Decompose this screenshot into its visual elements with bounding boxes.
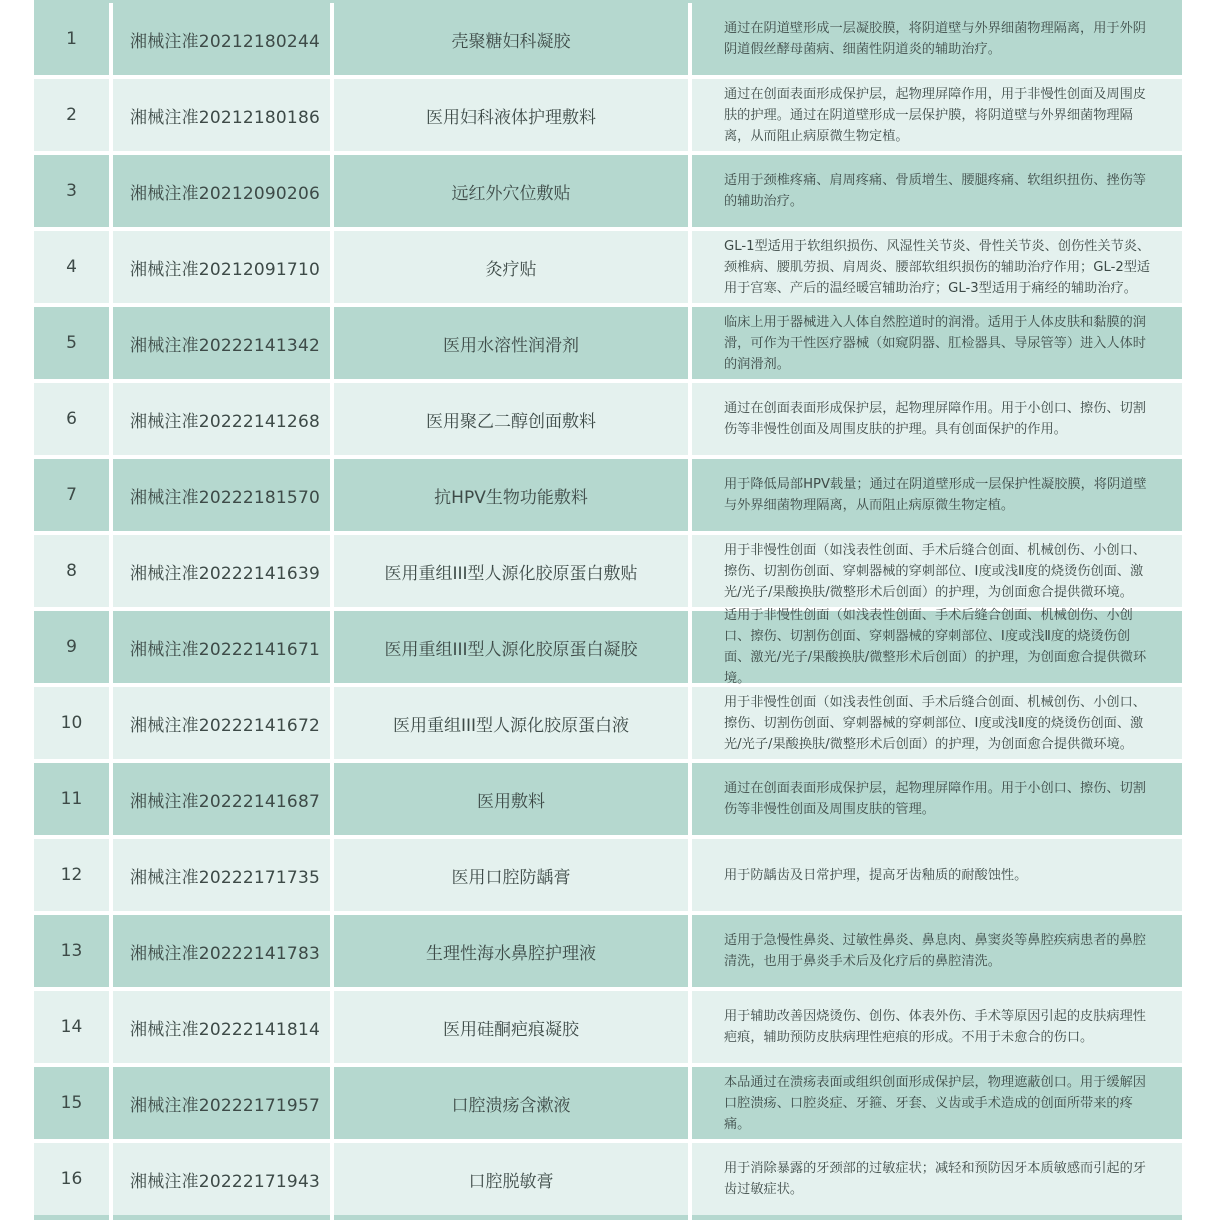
product-description bbox=[692, 231, 1182, 303]
product-name bbox=[334, 1067, 688, 1139]
registration-number bbox=[113, 915, 330, 987]
registration-number bbox=[113, 79, 330, 151]
registration-number-text: 湘械注准20222141687 bbox=[130, 791, 320, 812]
product-description-text: 通过在创面表面形成保护层，起物理屏障作用，用于非慢性创面及周围皮肤的护理。通过在阴道壁形成一层保护膜，将阴道壁与外界细菌物理隔离，从而阻止病原微生物定植。 bbox=[724, 86, 1146, 144]
product-description bbox=[692, 79, 1182, 151]
row-number-text: 8 bbox=[66, 561, 77, 581]
row-number bbox=[34, 839, 109, 911]
product-name bbox=[334, 687, 688, 759]
product-name-text: 医用妇科液体护理敷料 bbox=[426, 107, 596, 128]
row-number-text: 6 bbox=[66, 409, 77, 429]
registration-number bbox=[113, 839, 330, 911]
product-description bbox=[692, 839, 1182, 911]
product-description-text: 用于非慢性创面（如浅表性创面、手术后缝合创面、机械创伤、小创口、擦伤、切割伤创面、穿刺器械的穿刺部位、Ⅰ度或浅Ⅱ度的烧烫伤创面、激光/光子/果酸换肤/微整形术后创面）的护理，为创面愈合提供微环境。 bbox=[724, 694, 1146, 752]
table-row bbox=[34, 459, 1182, 531]
product-description bbox=[692, 687, 1182, 759]
table-row bbox=[34, 687, 1182, 759]
row-number bbox=[34, 611, 109, 683]
row-number bbox=[34, 1067, 109, 1139]
registration-number bbox=[113, 991, 330, 1063]
registration-number bbox=[113, 763, 330, 835]
product-name bbox=[334, 991, 688, 1063]
row-number-text: 3 bbox=[66, 181, 77, 201]
table-row bbox=[34, 307, 1182, 379]
product-description-text: 适用于颈椎疼痛、肩周疼痛、骨质增生、腰腿疼痛、软组织扭伤、挫伤等的辅助治疗。 bbox=[724, 173, 1146, 209]
table-row bbox=[34, 608, 1182, 686]
product-name-text: 灸疗贴 bbox=[485, 259, 537, 280]
product-description bbox=[692, 1143, 1182, 1215]
row-number bbox=[34, 1143, 109, 1215]
product-name-text: 医用重组III型人源化胶原蛋白敷贴 bbox=[384, 563, 638, 584]
product-description-text: 临床上用于器械进入人体自然腔道时的润滑。适用于人体皮肤和黏膜的润滑，可作为干性医疗器械（如窥阴器、肛检器具、导尿管等）进入人体时的润滑剂。 bbox=[724, 314, 1146, 372]
product-name-text: 医用口腔防龋膏 bbox=[451, 867, 571, 888]
row-number-text: 14 bbox=[60, 1017, 83, 1037]
row-number-text: 16 bbox=[60, 1169, 83, 1189]
table-row bbox=[34, 3, 1182, 75]
registration-number-text: 湘械注准20222141814 bbox=[130, 1019, 320, 1040]
product-description bbox=[692, 1067, 1182, 1139]
product-name-text: 医用重组III型人源化胶原蛋白凝胶 bbox=[384, 639, 638, 660]
registration-number-text: 湘械注准20222141783 bbox=[130, 943, 320, 964]
product-description-text: 通过在创面表面形成保护层，起物理屏障作用。用于小创口、擦伤、切割伤等非慢性创面及周围皮肤的管理。 bbox=[724, 781, 1146, 817]
row-number-text: 13 bbox=[60, 941, 83, 961]
product-description-text: 用于降低局部HPV载量；通过在阴道壁形成一层保护性凝胶膜，将阴道壁与外界细菌物理隔离，从而阻止病原微生物定植。 bbox=[724, 477, 1147, 513]
product-description-text: 用于辅助改善因烧烫伤、创伤、体表外伤、手术等原因引起的皮肤病理性疤痕，辅助预防皮肤病理性疤痕的形成。不用于未愈合的伤口。 bbox=[724, 1009, 1146, 1045]
row-number-text: 9 bbox=[66, 637, 77, 657]
product-description-text: 用于消除暴露的牙颈部的过敏症状；减轻和预防因牙本质敏感而引起的牙齿过敏症状。 bbox=[724, 1161, 1146, 1197]
product-description bbox=[692, 3, 1182, 75]
registration-number bbox=[113, 3, 330, 75]
row-number-text: 5 bbox=[66, 333, 77, 353]
product-name-text: 远红外穴位敷贴 bbox=[451, 183, 571, 204]
product-description-text: 用于防龋齿及日常护理，提高牙齿釉质的耐酸蚀性。 bbox=[724, 867, 1028, 883]
product-description bbox=[692, 915, 1182, 987]
registration-number-text: 湘械注准20212180186 bbox=[130, 107, 320, 128]
table-row bbox=[34, 155, 1182, 227]
product-description bbox=[692, 155, 1182, 227]
row-number bbox=[34, 79, 109, 151]
product-description-text: 本品通过在溃疡表面或组织创面形成保护层，物理遮蔽创口。用于缓解因口腔溃疡、口腔炎症、牙箍、牙套、义齿或手术造成的创面所带来的疼痛。 bbox=[724, 1074, 1146, 1132]
row-number-text: 12 bbox=[60, 865, 83, 885]
registration-number-text: 湘械注准20222141342 bbox=[130, 335, 320, 356]
registration-number bbox=[113, 155, 330, 227]
row-number bbox=[34, 915, 109, 987]
row-number bbox=[34, 763, 109, 835]
table-next-row-edge bbox=[34, 1215, 1182, 1220]
product-description-text: 适用于急慢性鼻炎、过敏性鼻炎、鼻息肉、鼻窦炎等鼻腔疾病患者的鼻腔清洗，也用于鼻炎手术后及化疗后的鼻腔清洗。 bbox=[724, 933, 1146, 969]
product-description-text: 通过在阴道壁形成一层凝胶膜，将阴道壁与外界细菌物理隔离，用于外阴阴道假丝酵母菌病、细菌性阴道炎的辅助治疗。 bbox=[724, 21, 1146, 57]
registration-number bbox=[113, 1067, 330, 1139]
product-name bbox=[334, 79, 688, 151]
registration-number bbox=[113, 535, 330, 607]
product-name bbox=[334, 383, 688, 455]
row-number bbox=[34, 383, 109, 455]
table-row bbox=[34, 1143, 1182, 1215]
product-description bbox=[692, 383, 1182, 455]
table-row bbox=[34, 383, 1182, 455]
product-name bbox=[334, 1143, 688, 1215]
table-row bbox=[34, 991, 1182, 1063]
table-row bbox=[34, 231, 1182, 303]
row-number bbox=[34, 535, 109, 607]
table-row bbox=[34, 763, 1182, 835]
product-description bbox=[692, 991, 1182, 1063]
product-name-text: 口腔溃疡含漱液 bbox=[451, 1095, 571, 1116]
registration-number bbox=[113, 307, 330, 379]
registration-number bbox=[113, 687, 330, 759]
row-number bbox=[34, 687, 109, 759]
registration-number-text: 湘械注准20222171957 bbox=[130, 1095, 320, 1116]
row-number bbox=[34, 991, 109, 1063]
product-name bbox=[334, 763, 688, 835]
registration-number bbox=[113, 459, 330, 531]
registration-number bbox=[113, 383, 330, 455]
registration-number-text: 湘械注准20212090206 bbox=[130, 183, 320, 204]
row-number-text: 2 bbox=[66, 105, 77, 125]
table-row bbox=[34, 839, 1182, 911]
registration-number-text: 湘械注准20212180244 bbox=[130, 31, 320, 52]
registration-number-text: 湘械注准20222181570 bbox=[130, 487, 320, 508]
product-name bbox=[334, 535, 688, 607]
row-number-text: 11 bbox=[60, 789, 83, 809]
product-table bbox=[34, 3, 1182, 1219]
product-name-text: 医用硅酮疤痕凝胶 bbox=[443, 1019, 579, 1040]
table-row bbox=[34, 535, 1182, 607]
row-number-text: 7 bbox=[66, 485, 77, 505]
row-number-text: 1 bbox=[66, 29, 77, 49]
table-row bbox=[34, 79, 1182, 151]
row-number bbox=[34, 231, 109, 303]
row-number-text: 10 bbox=[60, 713, 83, 733]
registration-number-text: 湘械注准20222141672 bbox=[130, 715, 320, 736]
product-description bbox=[692, 459, 1182, 531]
product-name bbox=[334, 307, 688, 379]
product-description bbox=[692, 535, 1182, 607]
row-number-text: 4 bbox=[66, 257, 77, 277]
product-name bbox=[334, 611, 688, 683]
row-number-text: 15 bbox=[60, 1093, 83, 1113]
product-description-text: 通过在创面表面形成保护层，起物理屏障作用。用于小创口、擦伤、切割伤等非慢性创面及周围皮肤的护理。具有创面保护的作用。 bbox=[724, 401, 1146, 437]
registration-number-text: 湘械注准20212091710 bbox=[130, 259, 320, 280]
registration-number bbox=[113, 1143, 330, 1215]
registration-number-text: 湘械注准20222141639 bbox=[130, 563, 320, 584]
table-row bbox=[34, 915, 1182, 987]
product-description-text: 用于非慢性创面（如浅表性创面、手术后缝合创面、机械创伤、小创口、擦伤、切割伤创面、穿刺器械的穿刺部位、Ⅰ度或浅Ⅱ度的烧烫伤创面、激光/光子/果酸换肤/微整形术后创面）的护理，为创面愈合提供微环境。 bbox=[724, 542, 1146, 600]
product-name bbox=[334, 231, 688, 303]
table-row bbox=[34, 1067, 1182, 1139]
row-number bbox=[34, 155, 109, 227]
product-name bbox=[334, 3, 688, 75]
registration-number-text: 湘械注准20222171735 bbox=[130, 867, 320, 888]
row-number bbox=[34, 307, 109, 379]
product-name-text: 壳聚糖妇科凝胶 bbox=[451, 31, 571, 52]
row-number bbox=[34, 3, 109, 75]
product-name-text: 医用敷料 bbox=[477, 791, 545, 812]
product-name-text: 医用重组III型人源化胶原蛋白液 bbox=[392, 715, 630, 736]
product-name bbox=[334, 155, 688, 227]
registration-number bbox=[113, 611, 330, 683]
product-name-text: 生理性海水鼻腔护理液 bbox=[426, 943, 596, 964]
product-name-text: 医用水溶性润滑剂 bbox=[443, 335, 579, 356]
registration-number bbox=[113, 231, 330, 303]
registration-number-text: 湘械注准20222171943 bbox=[130, 1171, 320, 1192]
product-description bbox=[692, 608, 1182, 686]
product-name-text: 医用聚乙二醇创面敷料 bbox=[426, 411, 596, 432]
product-name bbox=[334, 459, 688, 531]
product-description bbox=[692, 763, 1182, 835]
registration-number-text: 湘械注准20222141268 bbox=[130, 411, 320, 432]
product-description bbox=[692, 307, 1182, 379]
row-number bbox=[34, 459, 109, 531]
product-name-text: 口腔脱敏膏 bbox=[468, 1171, 554, 1192]
product-description-text: GL-1型适用于软组织损伤、风湿性关节炎、骨性关节炎、创伤性关节炎、颈椎病、腰肌劳损、肩周炎、腰部软组织损伤的辅助治疗作用；GL-2型适用于宫寒、产后的温经暖宫辅助治疗；GL-3型适用于痛经的辅助治疗。 bbox=[724, 238, 1151, 296]
product-description-text: 适用于非慢性创面（如浅表性创面、手术后缝合创面、机械创伤、小创口、擦伤、切割伤创面、穿刺器械的穿刺部位、Ⅰ度或浅Ⅱ度的烧烫伤创面、激光/光子/果酸换肤/微整形术后创面）的护理，为创面愈合提供微环境。 bbox=[724, 608, 1147, 686]
registration-number-text: 湘械注准20222141671 bbox=[130, 639, 320, 660]
product-name bbox=[334, 915, 688, 987]
product-name-text: 抗HPV生物功能敷料 bbox=[434, 487, 588, 508]
product-name bbox=[334, 839, 688, 911]
